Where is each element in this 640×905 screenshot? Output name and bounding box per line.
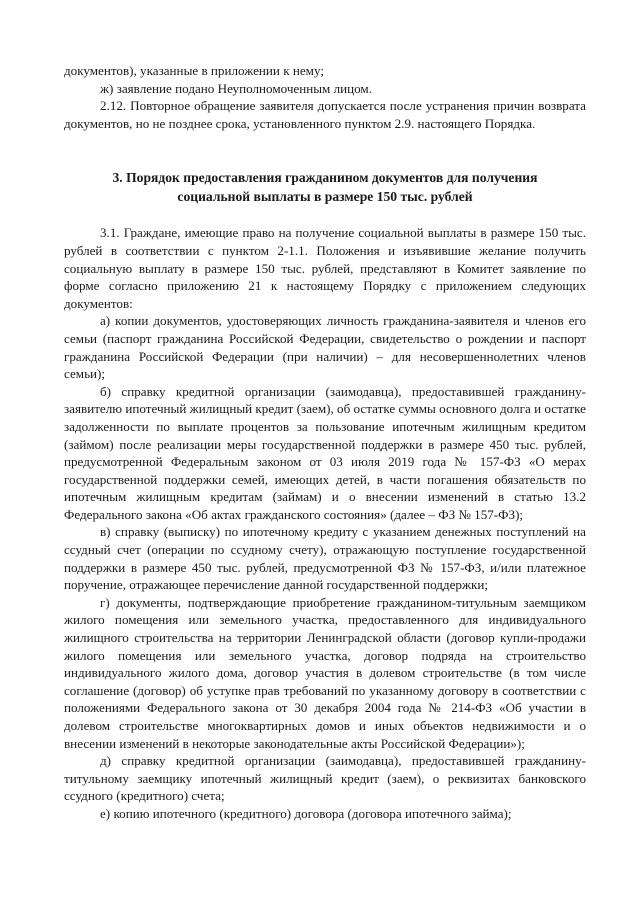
list-item-e: е) копию ипотечного (кредитного) договора (договора ипотечного займа); bbox=[100, 805, 512, 821]
text-line-documents-tail: документов), указанные в приложении к нему; bbox=[64, 63, 324, 78]
list-item-a: а) копии документов, удостоверяющих личность гражданина-заявителя и членов его семьи (паспорт гражданина Российской Федерации, свидетельство о рождении и паспорт гражданина Российской Федерации (при наличии) – для несовершеннолетних членов семьи); bbox=[64, 313, 586, 382]
list-item-zh: ж) заявление подано Неуполномоченным лицом. bbox=[100, 80, 372, 96]
list-item-b: б) справку кредитной организации (заимодавца), предоставившей гражданину-заявителю ипотечный жилищный кредит (заем), об остатке суммы основного долга и остатке задолженности по выплате процентов за пользование ипотечным жилищным кредитом (займом) после реализации меры государственной поддержки в размере 450 тыс. рублей, предусмотренной Федеральным законом от 03 июля 2019 года № 157-ФЗ «О мерах государственной поддержки семей, имеющих детей, в части погашения обязательств по ипотечным жилищным кредитам (займам) и о внесении изменений в статью 13.2 Федерального закона «Об актах гражданского состояния» (далее – ФЗ № 157-ФЗ); bbox=[64, 383, 586, 522]
list-item-g: г) документы, подтверждающие приобретение гражданином-титульным заемщиком жилого помещения или земельного участка, предоставленного для индивидуального жилищного строительства на территории Ленинградской области (договор купли-продажи жилого помещения или земельного участка, договор подряда на строительство индивидуального жилого дома, договор участия в долевом строительстве (в том числе соглашение (договор) об уступке прав требований по указанному договору в соответствии с положениями Федерального закона от 30 декабря 2004 года № 214-ФЗ «Об участии в долевом строительстве многоквартирных домов и иных объектов недвижимости и о внесении изменений в некоторые законодательные акты Российской Федерации»); bbox=[64, 594, 586, 751]
list-item-v: в) справку (выписку) по ипотечному кредиту с указанием денежных поступлений на ссудный счет (операции по ссудному счету), отражающую поступление государственной поддержки в размере 450 тыс. рублей, предусмотренной ФЗ № 157-ФЗ, и/или платежное поручение, отражающее перечисление данной государственной поддержки; bbox=[64, 524, 586, 593]
section-heading bbox=[64, 168, 586, 206]
paragraph-3-1: 3.1. Граждане, имеющие право на получение социальной выплаты в размере 150 тыс. рублей в соответствии с пунктом 2-1.1. Положения и изъявившие желание получить социальную выплату в размере 150 тыс. рублей, представляют в Комитет заявление по форме согласно приложению 21 к настоящему Порядку с приложением следующих документов: bbox=[64, 225, 586, 311]
paragraph-2-12: 2.12. Повторное обращение заявителя допускается после устранения причин возврата документов, но не позднее срока, установленного пунктом 2.9. настоящего Порядка. bbox=[64, 98, 586, 131]
document-page bbox=[64, 62, 586, 823]
section-heading-line-2: социальной выплаты в размере 150 тыс. рублей bbox=[177, 189, 473, 205]
section-heading-line-1: 3. Порядок предоставления гражданином документов для получения bbox=[112, 170, 538, 186]
list-item-d: д) справку кредитной организации (заимодавца), предоставившей гражданину-титульному заемщику ипотечный жилищный кредит (заем), о реквизитах банковского ссудного (кредитного) счета; bbox=[64, 753, 586, 804]
